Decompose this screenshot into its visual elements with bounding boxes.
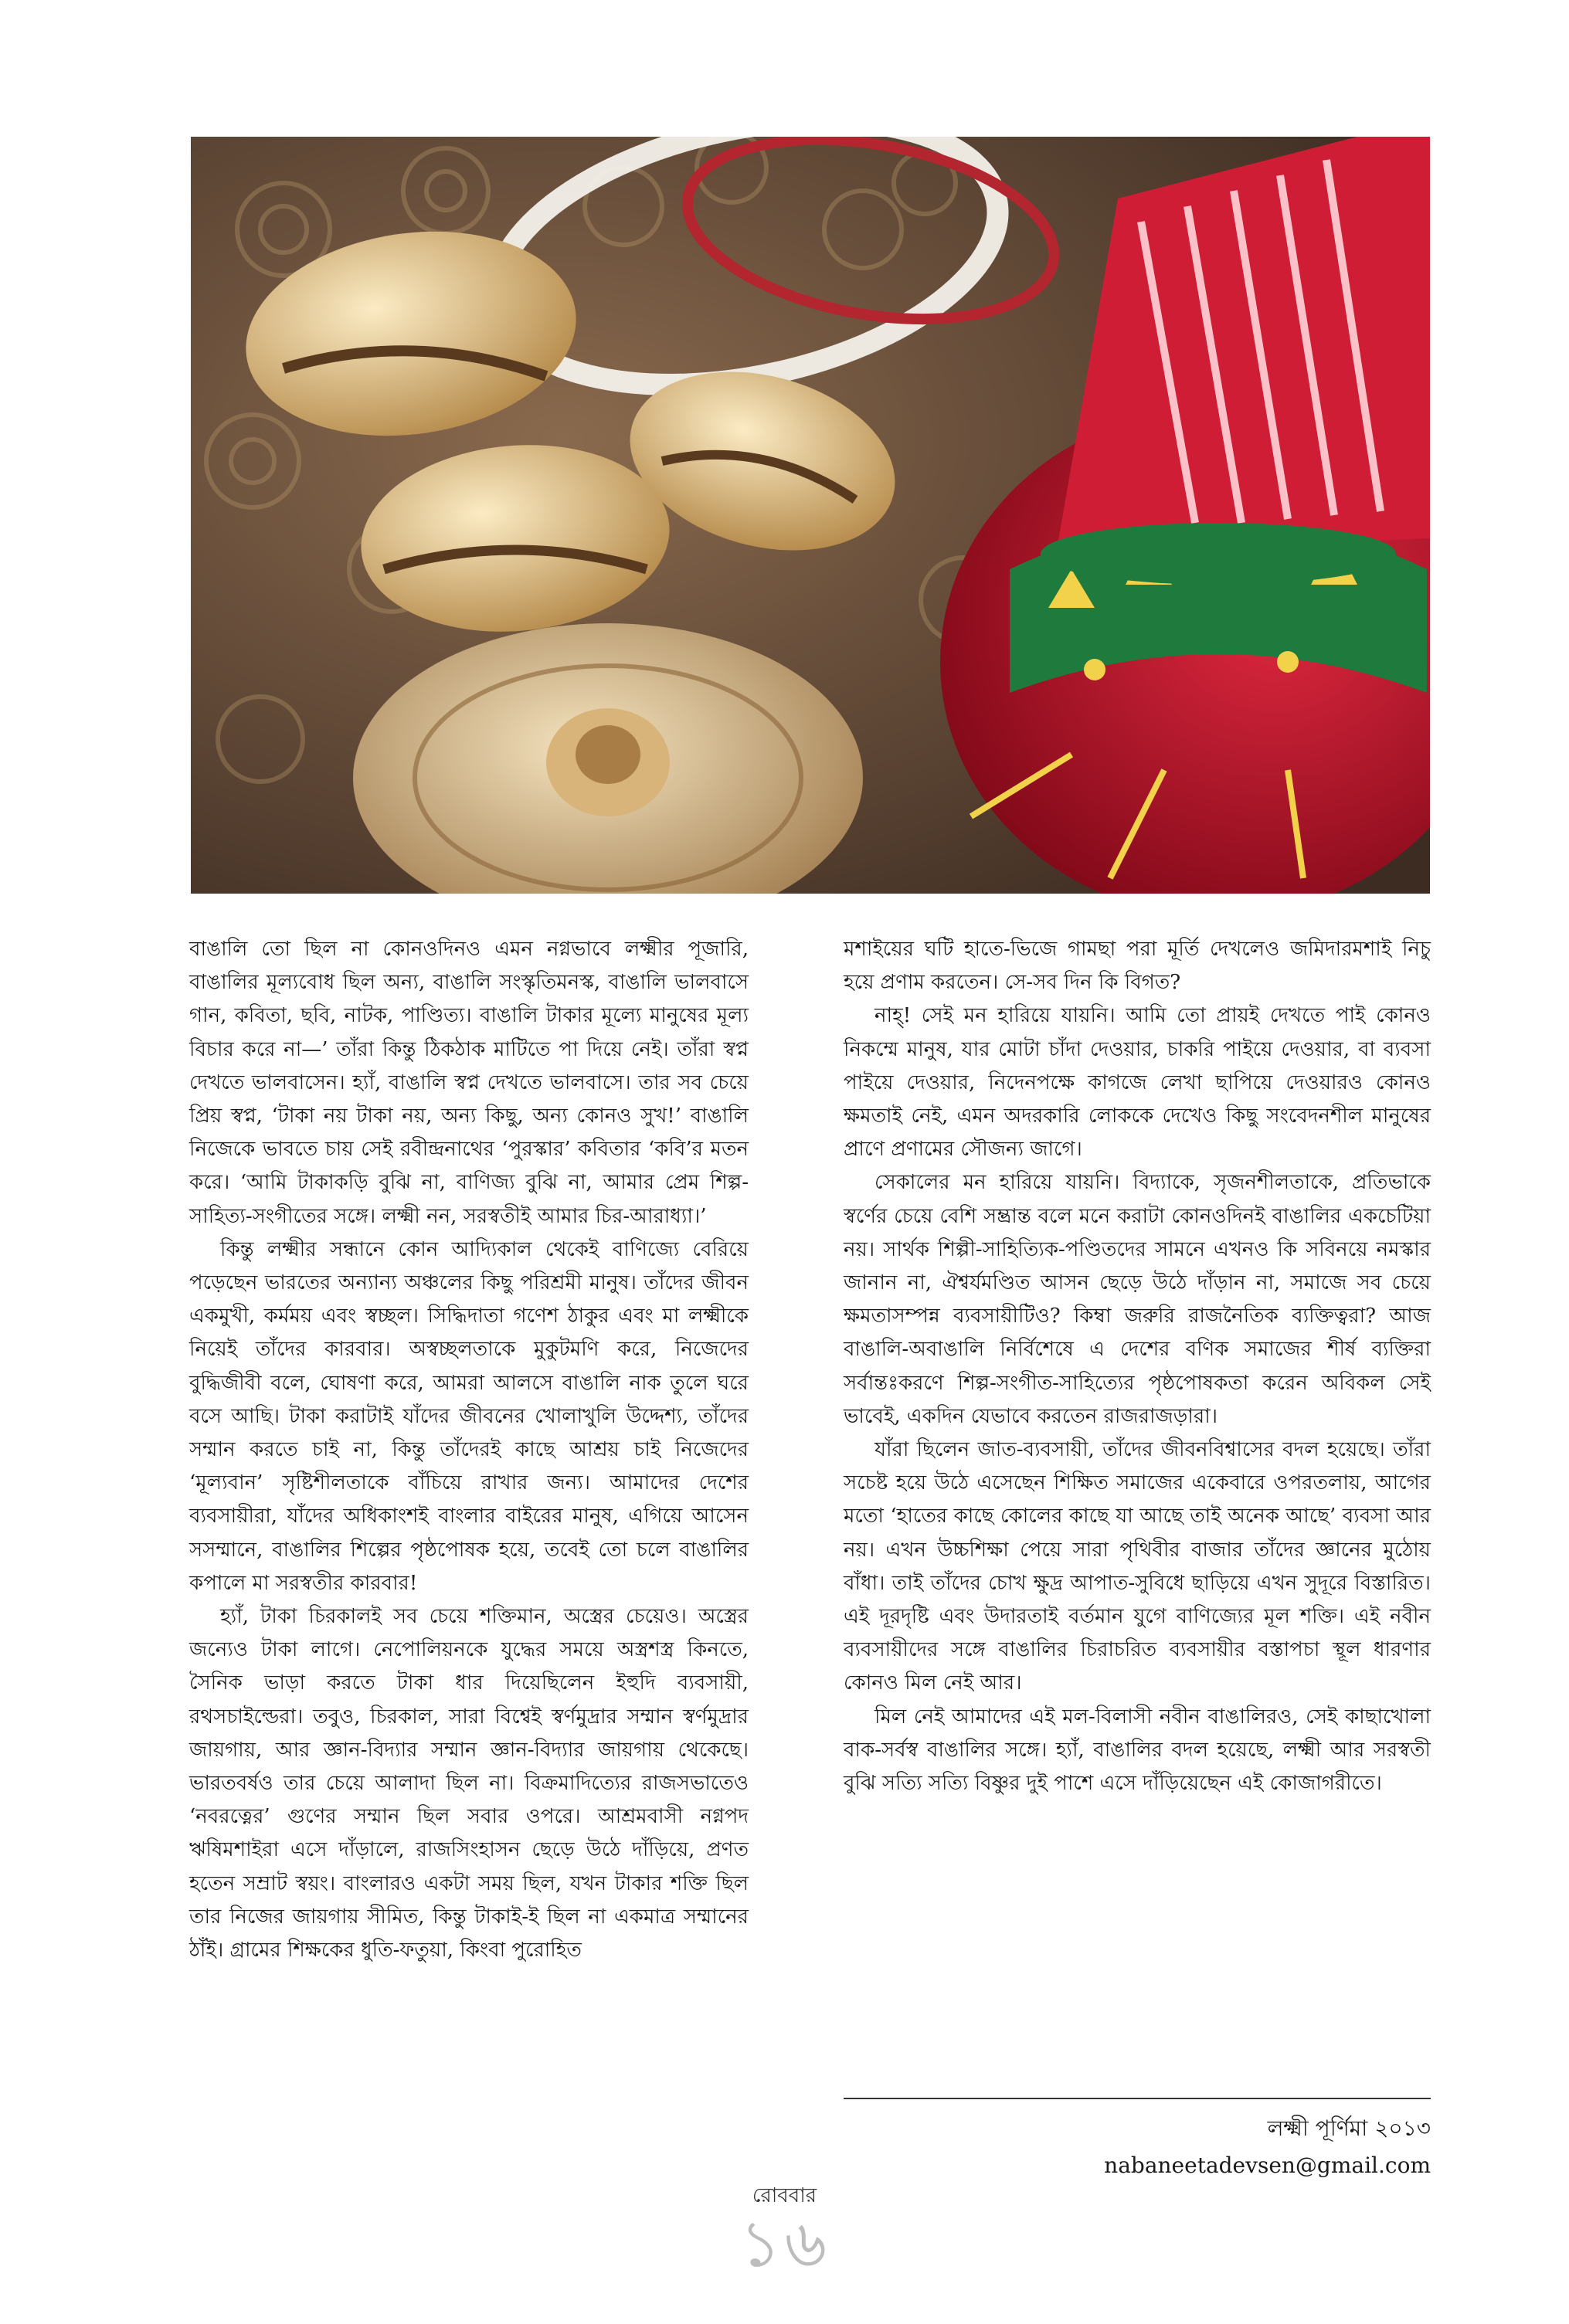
paragraph: সেকালের মন হারিয়ে যায়নি। বিদ্যাকে, সৃজনশীলতাকে, প্রতিভাকে স্বর্ণের চেয়ে বেশি সম্ভ্রান্ত বলে মনে করাটা কোনওদিনই বাঙালির একচেটিয়া নয়। সার্থক শিল্পী-সাহিত্যিক-পণ্ডিতদের সামনে এখনও কি সবিনয়ে নমস্কার জানান না, ঐশ্বর্যমণ্ডিত আসন ছেড়ে উঠে দাঁড়ান না, সমাজে সব চেয়ে ক্ষমতাসম্পন্ন ব্যবসায়ীটিও? কিম্বা জরুরি রাজনৈতিক ব্যক্তিত্বরা? আজ বাঙালি-অবাঙালি নির্বিশেষে এ দেশের বণিক সমাজের শীর্ষ ব্যক্তিরা সর্বান্তঃকরণে শিল্প-সংগীত-সাহিত্যের পৃষ্ঠপোষকতা করেন অবিকল সেই ভাবেই, একদিন যেভাবে করতেন রাজরাজড়ারা। bbox=[844, 1171, 1431, 1428]
paragraph: নাহ্! সেই মন হারিয়ে যায়নি। আমি তো প্রায়ই দেখতে পাই কোনও নিকম্মে মানুষ, যার মোটা চাঁদা দেওয়ার, চাকরি পাইয়ে দেওয়ার, বা ব্যবসা পাইয়ে দেওয়ার, নিদেনপক্ষে কাগজে লেখা ছাপিয়ে দেওয়ারও কোনও ক্ষমতাই নেই, এমন অদরকারি লোককে দেখেও কিছু সংবেদনশীল মানুষের প্রাণে প্রণামের সৌজন্য জাগে। bbox=[844, 1004, 1431, 1162]
paragraph: কিন্তু লক্ষ্মীর সন্ধানে কোন আদ্যিকাল থেকেই বাণিজ্যে বেরিয়ে পড়েছেন ভারতের অন্যান্য অঞ্চলের কিছু পরিশ্রমী মানুষ। তাঁদের জীবন একমুখী, কর্মময় এবং স্বচ্ছল। সিদ্ধিদাতা গণেশ ঠাকুর এবং মা লক্ষ্মীকে নিয়েই তাঁদের কারবার। অস্বচ্ছলতাকে মুকুটমণি করে, নিজেদের বুদ্ধিজীবী বলে, ঘোষণা করে, আমরা আলসে বাঙালি নাক তুলে ঘরে বসে আছি। টাকা করাটাই যাঁদের জীবনের খোলাখুলি উদ্দেশ্য, তাঁদের সম্মান করতে চাই না, কিন্তু তাঁদেরই কাছে আশ্রয় চাই নিজেদের ‘মূল্যবান’ সৃষ্টিশীলতাকে বাঁচিয়ে রাখার জন্য। আমাদের দেশের ব্যবসায়ীরা, যাঁদের অধিকাংশই বাংলার বাইরের মানুষ, এগিয়ে আসেন সসম্মানে, বাঙালির শিল্পের পৃষ্ঠপোষক হয়ে, তবেই তো চলে বাঙালির কপালে মা সরস্বতীর কারবার! bbox=[189, 1237, 749, 1595]
author-email[interactable]: nabaneetadevsen@gmail.com bbox=[1104, 2153, 1431, 2178]
paragraph: মশাইয়ের ঘটি হাতে-ভিজে গামছা পরা মূর্তি দেখলেও জমিদারমশাই নিচু হয়ে প্রণাম করতেন। সে-সব দিন কি বিগত? bbox=[844, 938, 1431, 995]
article-column-left bbox=[189, 933, 749, 1967]
paragraph: যাঁরা ছিলেন জাত-ব্যবসায়ী, তাঁদের জীবনবিশ্বাসের বদল হয়েছে। তাঁরা সচেষ্ট হয়ে উঠে এসেছেন শিক্ষিত সমাজের একেবারে ওপরতলায়, আগের মতো ‘হাতের কাছে কোলের কাছে যা আছে তাই অনেক আছে’ ব্যবসা আর নয়। এখন উচ্চশিক্ষা পেয়ে সারা পৃথিবীর বাজার তাঁদের জ্ঞানের মুঠোয় বাঁধা। তাই তাঁদের চোখ ক্ষুদ্র আপাত-সুবিধে ছাড়িয়ে এখন সুদূরে বিস্তারিত। এই দূরদৃষ্টি এবং উদারতাই বর্তমান যুগে বাণিজ্যের মূল শক্তি। এই নবীন ব্যবসায়ীদের সঙ্গে বাঙালির চিরাচরিত ব্যবসায়ীর বস্তাপচা স্থূল ধারণার কোনও মিল নেই আর। bbox=[844, 1438, 1431, 1695]
signoff bbox=[1104, 2110, 1431, 2184]
paragraph: হ্যাঁ, টাকা চিরকালই সব চেয়ে শক্তিমান, অস্ত্রের চেয়েও। অস্ত্রের জন্যেও টাকা লাগে। নেপোলিয়নকে যুদ্ধের সময়ে অস্ত্রশস্ত্র কিনতে, সৈনিক ভাড়া করতে টাকা ধার দিয়েছিলেন ইহুদি ব্যবসায়ী, রথসচাইল্ডেরা। তবুও, চিরকাল, সারা বিশ্বেই স্বর্ণমুদ্রার সম্মান স্বর্ণমুদ্রার জায়গায়, আর জ্ঞান-বিদ্যার সম্মান জ্ঞান-বিদ্যার জায়গায় থেকেছে। ভারতবর্ষও তার চেয়ে আলাদা ছিল না। বিক্রমাদিত্যের রাজসভাতেও ‘নবরত্নের’ গুণের সম্মান ছিল সবার ওপরে। আশ্রমবাসী নগ্নপদ ঋষিমশাইরা এসে দাঁড়ালে, রাজসিংহাসন ছেড়ে উঠে দাঁড়িয়ে, প্রণত হতেন সম্রাট স্বয়ং। বাংলারও একটা সময় ছিল, যখন টাকার শক্তি ছিল তার নিজের জায়গায় সীমিত, কিন্তু টাকাই-ই ছিল না একমাত্র সম্মানের ঠাঁই। গ্রামের শিক্ষকের ধুতি-ফতুয়া, কিংবা পুরোহিত bbox=[189, 1605, 749, 1963]
article-photo bbox=[191, 137, 1430, 894]
article-column-right bbox=[844, 933, 1431, 1800]
page-number: ১৬ bbox=[739, 2206, 830, 2282]
paragraph: বাঙালি তো ছিল না কোনওদিনও এমন নগ্নভাবে লক্ষ্মীর পূজারি, বাঙালির মূল্যবোধ ছিল অন্য, বাঙালি সংস্কৃতিমনস্ক, বাঙালি ভালবাসে গান, কবিতা, ছবি, নাটক, পাণ্ডিত্য। বাঙালি টাকার মূল্যে মানুষের মূল্য বিচার করে না—’ তাঁরা কিন্তু ঠিকঠাক মাটিতে পা দিয়ে নেই। তাঁরা স্বপ্ন দেখতে ভালবাসেন। হ্যাঁ, বাঙালি স্বপ্ন দেখতে ভালবাসে। তার সব চেয়ে প্রিয় স্বপ্ন, ‘টাকা নয় টাকা নয়, অন্য কিছু, অন্য কোনও সুখ!’ বাঙালি নিজেকে ভাবতে চায় সেই রবীন্দ্রনাথের ‘পুরস্কার’ কবিতার ‘কবি’র মতন করে। ‘আমি টাকাকড়ি বুঝি না, বাণিজ্য বুঝি না, আমার প্রেম শিল্প-সাহিত্য-সংগীতের সঙ্গে। লক্ষ্মী নন, সরস্বতীই আমার চির-আরাধ্যা।’ bbox=[189, 938, 749, 1228]
divider bbox=[844, 2098, 1431, 2099]
festival-still-life-photo-icon bbox=[191, 137, 1430, 894]
signoff-date: লক্ষ্মী পূর্ণিমা ২০১৩ bbox=[1267, 2115, 1431, 2141]
paragraph: মিল নেই আমাদের এই মল-বিলাসী নবীন বাঙালিরও, সেই কাছাখোলা বাক-সর্বস্ব বাঙালির সঙ্গে। হ্যাঁ, বাঙালির বদল হয়েছে, লক্ষ্মী আর সরস্বতী বুঝি সত্যি সত্যি বিষ্ণুর দুই পাশে এসে দাঁড়িয়েছেন এই কোজাগরীতে। bbox=[844, 1705, 1431, 1796]
magazine-name: রোববার bbox=[752, 2184, 817, 2207]
